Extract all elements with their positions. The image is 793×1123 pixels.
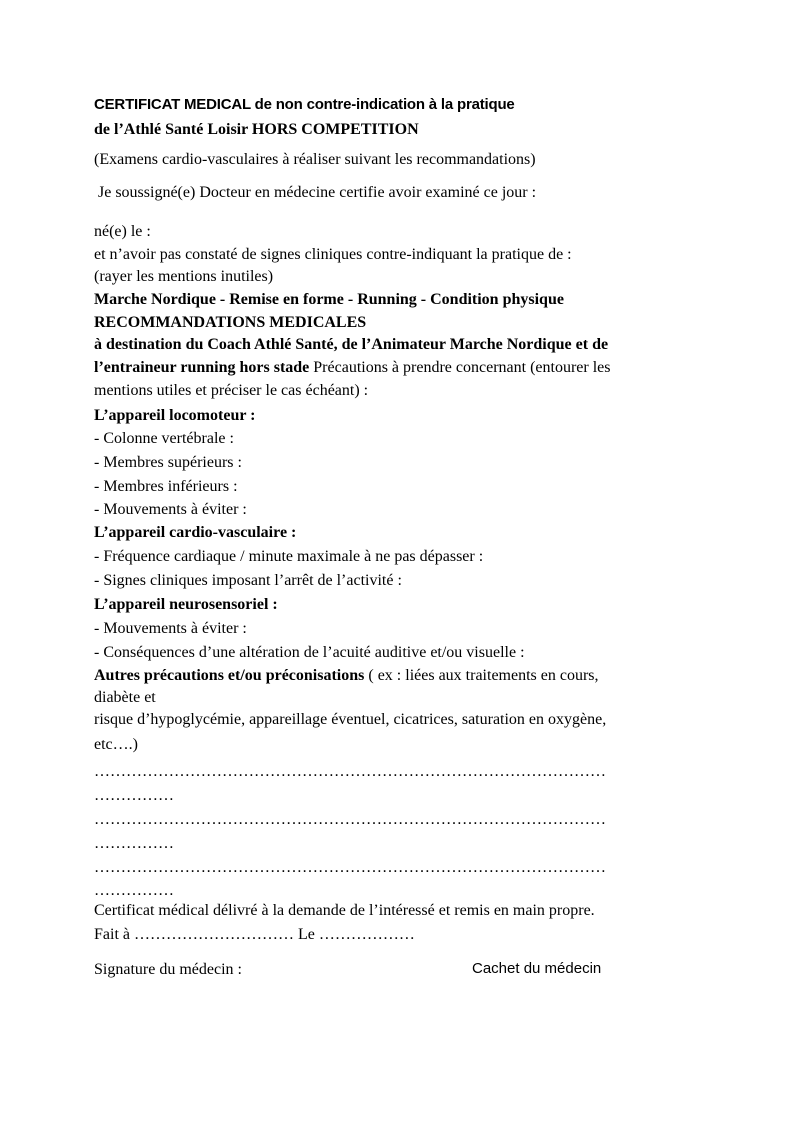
- document-title-line-2: de l’Athlé Santé Loisir HORS COMPETITION: [94, 121, 419, 138]
- dotted-line-3-continued: ……………: [94, 882, 174, 899]
- signature-label: Signature du médecin :: [94, 961, 242, 978]
- dotted-line-1-continued: ……………: [94, 787, 174, 804]
- destination-line-2-bold: l’entraineur running hors stade: [94, 359, 310, 376]
- other-line-1-rest: ( ex : liées aux traitements en cours,: [364, 667, 599, 684]
- other-heading: Autres précautions et/ou préconisations: [94, 667, 365, 684]
- neuro-item-hearing-vision: - Conséquences d’une altération de l’acuité auditive et/ou visuelle :: [94, 644, 525, 661]
- exams-note: (Examens cardio-vasculaires à réaliser suivant les recommandations): [94, 151, 536, 168]
- locomotor-item-upper-limbs: - Membres supérieurs :: [94, 454, 242, 471]
- dotted-line-1: ……………………………………………………………………………………: [94, 763, 606, 780]
- strike-note: (rayer les mentions inutiles): [94, 268, 274, 285]
- place-date-field: Fait à ………………………… Le ………………: [94, 926, 415, 943]
- other-line-1: [94, 667, 599, 685]
- neuro-heading: L’appareil neurosensoriel :: [94, 596, 278, 613]
- recommendations-heading: RECOMMANDATIONS MEDICALES: [94, 314, 367, 331]
- locomotor-item-lower-limbs: - Membres inférieurs :: [94, 478, 238, 495]
- other-line-2: diabète et: [94, 689, 156, 706]
- locomotor-item-movements: - Mouvements à éviter :: [94, 501, 247, 518]
- dotted-line-2-continued: ……………: [94, 835, 174, 852]
- other-line-3: risque d’hypoglycémie, appareillage éventuel, cicatrices, saturation en oxygène,: [94, 711, 607, 728]
- locomotor-item-spine: - Colonne vertébrale :: [94, 430, 234, 447]
- no-signs-line: et n’avoir pas constaté de signes cliniques contre-indiquant la pratique de :: [94, 246, 572, 263]
- destination-line-2: [94, 359, 610, 377]
- cardio-item-clinical-signs: - Signes cliniques imposant l’arrêt de l’activité :: [94, 572, 402, 589]
- destination-line-1: à destination du Coach Athlé Santé, de l’Animateur Marche Nordique et de: [94, 336, 609, 353]
- neuro-item-movements: - Mouvements à éviter :: [94, 620, 247, 637]
- certify-line: Je soussigné(e) Docteur en médecine certifie avoir examiné ce jour :: [98, 184, 537, 201]
- cardio-item-heart-rate: - Fréquence cardiaque / minute maximale à ne pas dépasser :: [94, 548, 484, 565]
- delivered-statement: Certificat médical délivré à la demande de l’intéressé et remis en main propre.: [94, 902, 595, 919]
- dotted-line-3: ……………………………………………………………………………………: [94, 859, 606, 876]
- born-line: né(e) le :: [94, 223, 151, 240]
- locomotor-heading: L’appareil locomoteur :: [94, 407, 256, 424]
- destination-line-2-rest: Précautions à prendre concernant (entourer les: [309, 359, 611, 376]
- cardio-heading: L’appareil cardio-vasculaire :: [94, 524, 297, 541]
- destination-line-3: mentions utiles et préciser le cas échéant) :: [94, 382, 369, 399]
- activities-list: Marche Nordique - Remise en forme - Running - Condition physique: [94, 291, 564, 308]
- other-line-4: etc….): [94, 736, 138, 753]
- dotted-line-2: ……………………………………………………………………………………: [94, 811, 606, 828]
- document-title-line-1: CERTIFICAT MEDICAL de non contre-indication à la pratique: [94, 96, 515, 113]
- stamp-label: Cachet du médecin: [472, 960, 602, 977]
